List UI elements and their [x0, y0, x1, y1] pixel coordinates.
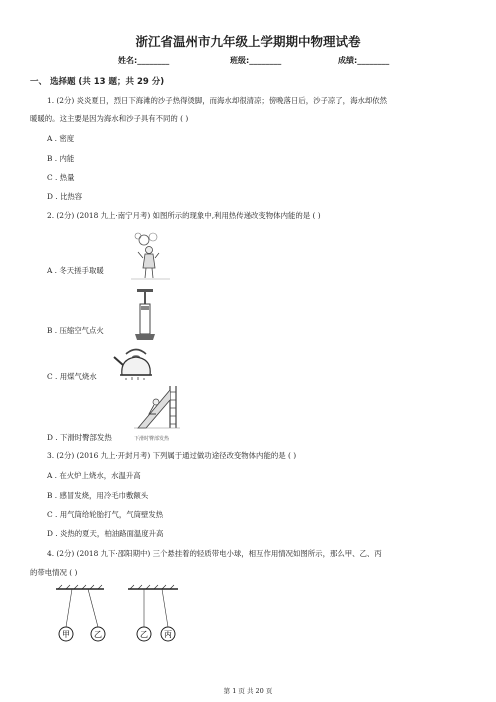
- question-3-option-d: D . 炎热的夏天，柏油路面温度升高: [47, 529, 164, 538]
- question-2-option-a: A . 冬天搓手取暖: [47, 266, 104, 275]
- air-compression-cylinder-image: [132, 286, 158, 344]
- section-heading: 一、 选择题 (共 13 题；共 29 分): [30, 77, 165, 87]
- exam-title: 浙江省温州市九年级上学期期中物理试卷: [135, 34, 361, 49]
- score-field-label: 成绩:________: [338, 56, 390, 65]
- ball-label-jia: 甲: [62, 630, 70, 639]
- question-1-option-a: A . 密度: [47, 134, 75, 143]
- name-field-label: 姓名:________: [118, 56, 170, 65]
- question-1-text-line1: 1. (2分) 炎炎夏日，烈日下海滩的沙子热得烫脚，而海水却很清凉；傍晚落日后，沙子凉了，海水却依然: [47, 96, 388, 105]
- question-1-option-c: C . 热量: [47, 173, 75, 182]
- question-2-option-d: D . 下滑时臀部发热: [47, 433, 112, 442]
- slide-image-caption: 下滑时臀部发热: [134, 436, 170, 442]
- question-3-option-a: A . 在火炉上烧水，水温升高: [47, 471, 141, 480]
- question-4-text-line1: 4. (2分) (2018 九下·邵阳期中) 三个悬挂着的轻质带电小球，相互作用情况如图所示，那么甲、乙、丙: [47, 549, 382, 558]
- page-number: 第 1 页 共 20 页: [223, 687, 273, 695]
- question-2-text: 2. (2分) (2018 九上·南宁月考) 如图所示的现象中,利用热传递改变物体内能的是 ( ): [47, 211, 321, 220]
- question-1-option-d: D . 比热容: [47, 192, 83, 201]
- question-4-text-line2: 的带电情况 ( ): [30, 568, 78, 577]
- question-3-text: 3. (2分) (2016 九上·开封月考) 下列属于通过做功途径改变物体内能的是 ( ): [47, 451, 297, 460]
- class-field-label: 班级:________: [230, 56, 282, 65]
- charged-balls-diagram: [48, 583, 186, 647]
- kettle-on-gas-stove-image: [112, 345, 160, 383]
- ball-label-yi-left: 乙: [94, 630, 102, 639]
- question-2-option-b: B . 压缩空气点火: [47, 326, 104, 335]
- question-3-option-c: C . 用气筒给轮胎打气，气筒壁发热: [47, 510, 164, 519]
- question-1-option-b: B . 内能: [47, 154, 75, 163]
- question-2-option-c: C . 用煤气烧水: [47, 372, 97, 381]
- ball-label-yi-right: 乙: [140, 630, 148, 639]
- rubbing-hands-image: [128, 230, 173, 282]
- question-1-text-line2: 暖暖的。这主要是因为海水和沙子具有不同的 ( ): [30, 114, 189, 123]
- question-3-option-b: B . 感冒发烧，用冷毛巾敷额头: [47, 491, 149, 500]
- ball-label-bing: 丙: [164, 630, 172, 639]
